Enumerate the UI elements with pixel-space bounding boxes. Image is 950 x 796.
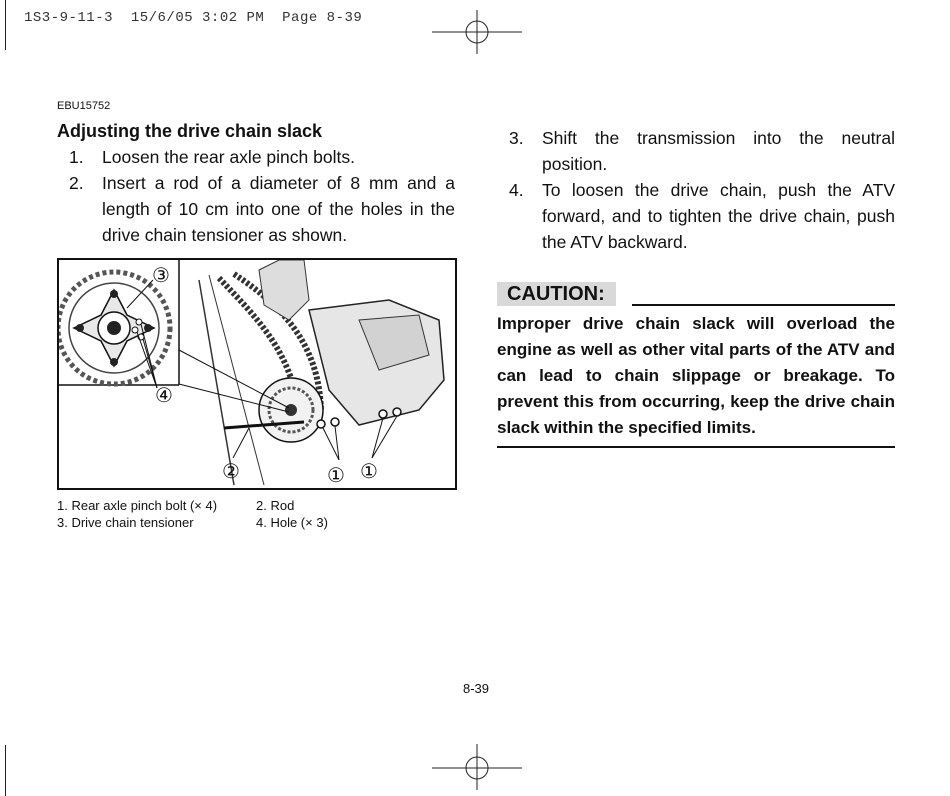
step-text: Insert a rod of a diameter of 8 mm and a length of 10 cm into one of the holes in the drive chain tensioner as shown. <box>102 173 455 245</box>
step-text: Loosen the rear axle pinch bolts. <box>102 147 355 167</box>
caption-item: 1. Rear axle pinch bolt (× 4) <box>57 498 218 513</box>
callout-1a: ① <box>327 463 345 487</box>
document-code: EBU15752 <box>57 100 111 112</box>
chain-tensioner-illustration <box>57 258 457 490</box>
callout-3: ③ <box>152 263 170 287</box>
step-number: 3. <box>509 128 524 148</box>
step-item <box>57 144 455 170</box>
caption-item: 4. Hole (× 3) <box>256 515 328 530</box>
callout-1b: ① <box>360 459 378 483</box>
step-number: 2. <box>69 173 84 193</box>
step-text: To loosen the drive chain, push the ATV forward, and to tighten the drive chain, push the ATV backward. <box>542 180 895 252</box>
caution-rule-bottom <box>497 446 895 448</box>
caution-label: CAUTION: <box>497 282 616 306</box>
section-title: Adjusting the drive chain slack <box>57 121 323 141</box>
main-drive-view <box>179 260 444 485</box>
page-number: 8-39 <box>463 681 490 696</box>
step-item <box>497 177 895 255</box>
figure-captions <box>57 498 457 530</box>
step-number: 4. <box>509 180 524 200</box>
left-edge-mark-bottom <box>5 745 6 796</box>
caution-rule-top <box>632 304 895 306</box>
caption-item: 3. Drive chain tensioner <box>57 515 194 530</box>
step-item <box>57 170 455 248</box>
callout-4: ④ <box>155 383 173 407</box>
steps-list-left <box>57 144 455 248</box>
print-header: 1S3-9-11-3 15/6/05 3:02 PM Page 8-39 <box>24 10 363 26</box>
steps-list-right <box>497 125 895 255</box>
caption-item: 2. Rod <box>256 498 295 513</box>
registration-mark-bottom <box>432 744 522 790</box>
step-text: Shift the transmission into the neutral position. <box>542 128 895 174</box>
registration-mark-top <box>432 10 522 54</box>
callout-2: ② <box>222 459 240 483</box>
step-item <box>497 125 895 177</box>
step-number: 1. <box>69 147 84 167</box>
left-edge-mark-top <box>5 0 6 50</box>
caution-text: Improper drive chain slack will overload the engine as well as other vital parts of the ATV and can lead to chain slippage or breakage. To prevent this from occurring, keep the drive chain slack within the specified limits. <box>497 314 895 437</box>
